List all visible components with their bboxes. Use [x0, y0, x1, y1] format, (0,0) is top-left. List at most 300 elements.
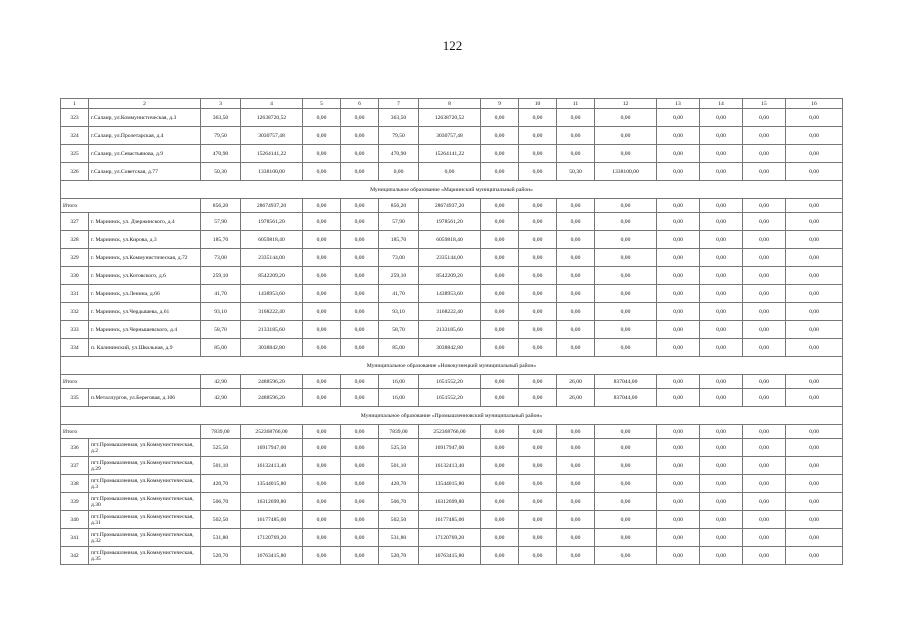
address-cell: г. Мариинск, ул.Чернышевского, д.4: [89, 321, 201, 339]
total-label: Итого: [61, 425, 201, 439]
table-cell: 6059818,40: [241, 231, 303, 249]
table-cell: 8542209,20: [241, 267, 303, 285]
table-cell: 0,00: [519, 127, 557, 145]
table-cell: 0,00: [700, 321, 743, 339]
table-cell: 79,50: [379, 127, 419, 145]
table-row: [61, 231, 843, 249]
header-cell: 12: [595, 99, 657, 109]
row-number: 331: [61, 285, 89, 303]
table-cell: 0,00: [557, 231, 595, 249]
table-cell: 0,00: [657, 457, 700, 475]
table-cell: 0,00: [743, 285, 786, 303]
table-row: [61, 439, 843, 457]
table-cell: 0,00: [786, 339, 843, 357]
table-cell: 252368766,00: [241, 425, 303, 439]
table-cell: 0,00: [700, 511, 743, 529]
table-cell: 85,00: [379, 339, 419, 357]
table-cell: 0,00: [743, 249, 786, 267]
table-cell: 0,00: [303, 231, 341, 249]
table-cell: 501,10: [379, 457, 419, 475]
table-cell: 0,00: [519, 339, 557, 357]
table-cell: 502,50: [379, 511, 419, 529]
table-cell: 470,90: [201, 145, 241, 163]
table-cell: 0,00: [595, 127, 657, 145]
table-cell: 1978561,20: [241, 213, 303, 231]
table-cell: 470,90: [379, 145, 419, 163]
table-cell: 58,70: [201, 321, 241, 339]
table-cell: 0,00: [557, 547, 595, 565]
table-cell: 0,00: [657, 475, 700, 493]
table-cell: 1651552,20: [419, 375, 481, 389]
table-cell: 57,90: [379, 213, 419, 231]
table-cell: 16763415,80: [241, 547, 303, 565]
total-label: Итого: [61, 375, 201, 389]
address-cell: пгт.Промышленная, ул.Коммунистическая, д.30: [89, 493, 201, 511]
table-cell: 0,00: [786, 493, 843, 511]
table-cell: 420,70: [201, 475, 241, 493]
table-row: [61, 493, 843, 511]
table-cell: 0,00: [700, 231, 743, 249]
table-row: [61, 339, 843, 357]
table-cell: 16,00: [379, 389, 419, 407]
row-number: 330: [61, 267, 89, 285]
table-row: [61, 267, 843, 285]
table-cell: 0,00: [481, 145, 519, 163]
table-row: [61, 303, 843, 321]
section-title: Муниципальное образование «Мариинский муниципальный район»: [61, 181, 843, 199]
table-cell: 0,00: [786, 375, 843, 389]
table-cell: 0,00: [700, 439, 743, 457]
table-cell: 0,00: [481, 199, 519, 213]
table-cell: 0,00: [657, 547, 700, 565]
table-cell: 0,00: [657, 267, 700, 285]
table-cell: 0,00: [303, 493, 341, 511]
table-cell: 0,00: [481, 339, 519, 357]
total-row: [61, 425, 843, 439]
row-number: 328: [61, 231, 89, 249]
header-cell: 2: [89, 99, 201, 109]
table-cell: 0,00: [657, 213, 700, 231]
table-cell: 0,00: [341, 493, 379, 511]
table-cell: 0,00: [303, 439, 341, 457]
table-cell: 531,80: [379, 529, 419, 547]
table-cell: 0,00: [557, 249, 595, 267]
table-cell: 0,00: [557, 321, 595, 339]
table-cell: 3030757,48: [419, 127, 481, 145]
table-cell: 0,00: [557, 199, 595, 213]
section-row: [61, 181, 843, 199]
table-cell: 0,00: [341, 163, 379, 181]
table-cell: 856,20: [379, 199, 419, 213]
table-cell: 0,00: [700, 493, 743, 511]
header-cell: 1: [61, 99, 89, 109]
table-cell: 0,00: [303, 475, 341, 493]
table-cell: 0,00: [341, 457, 379, 475]
table-cell: 0,00: [786, 213, 843, 231]
table-cell: 0,00: [700, 267, 743, 285]
table-cell: 837044,00: [595, 375, 657, 389]
table-cell: 0,00: [519, 163, 557, 181]
table-cell: 0,00: [657, 321, 700, 339]
table-cell: 0,00: [481, 163, 519, 181]
table-cell: 0,00: [743, 163, 786, 181]
table-cell: 85,00: [201, 339, 241, 357]
address-cell: пгт.Промышленная, ул.Коммунистическая, д.29: [89, 457, 201, 475]
table-cell: 57,90: [201, 213, 241, 231]
table-row: [61, 109, 843, 127]
table-cell: 0,00: [341, 231, 379, 249]
table-cell: 16,00: [379, 375, 419, 389]
row-number: 342: [61, 547, 89, 565]
table-cell: 0,00: [743, 145, 786, 163]
table-body: [61, 99, 843, 565]
table-cell: 0,00: [595, 249, 657, 267]
table-cell: 0,00: [657, 493, 700, 511]
table-cell: 3168222,40: [241, 303, 303, 321]
table-cell: 0,00: [481, 547, 519, 565]
table-cell: 259,10: [379, 267, 419, 285]
address-cell: п.Металлургов, ул.Береговая, д.106: [89, 389, 201, 407]
table-cell: 0,00: [657, 389, 700, 407]
table-cell: 17120769,20: [241, 529, 303, 547]
table-cell: 0,00: [519, 511, 557, 529]
table-cell: 0,00: [303, 199, 341, 213]
table-cell: 0,00: [595, 303, 657, 321]
address-cell: г.Салаир, ул.Коммунистическая, д.3: [89, 109, 201, 127]
table-cell: 41,70: [379, 285, 419, 303]
table-cell: 0,00: [341, 127, 379, 145]
table-cell: 6059818,40: [419, 231, 481, 249]
table-cell: 2335144,00: [419, 249, 481, 267]
table-cell: 0,00: [595, 199, 657, 213]
table-cell: 259,10: [201, 267, 241, 285]
table-row: [61, 249, 843, 267]
table-cell: 0,00: [595, 321, 657, 339]
table-cell: 0,00: [341, 375, 379, 389]
table-row: [61, 547, 843, 565]
table-cell: 0,00: [700, 199, 743, 213]
table-cell: 0,00: [743, 321, 786, 339]
address-cell: пгт.Промышленная, ул.Коммунистическая, д.2: [89, 439, 201, 457]
table-cell: 0,00: [595, 547, 657, 565]
table-cell: 0,00: [786, 199, 843, 213]
table-cell: 506,70: [379, 493, 419, 511]
table-row: [61, 511, 843, 529]
table-cell: 41,70: [201, 285, 241, 303]
address-cell: г.Салаир, ул.Советская, д.77: [89, 163, 201, 181]
table-cell: 0,00: [557, 493, 595, 511]
row-number: 334: [61, 339, 89, 357]
table-cell: 0,00: [786, 109, 843, 127]
table-cell: 0,00: [519, 109, 557, 127]
table-cell: 525,50: [379, 439, 419, 457]
table-cell: 0,00: [519, 199, 557, 213]
table-cell: 0,00: [657, 145, 700, 163]
table-cell: 0,00: [786, 249, 843, 267]
table-cell: 0,00: [419, 163, 481, 181]
table-cell: 0,00: [519, 529, 557, 547]
table-cell: 0,00: [743, 439, 786, 457]
table-cell: 0,00: [786, 303, 843, 321]
table-cell: 0,00: [595, 439, 657, 457]
table-cell: 0,00: [743, 529, 786, 547]
table-cell: 16177485,00: [419, 511, 481, 529]
table-cell: 0,00: [700, 475, 743, 493]
table-cell: 12638720,52: [241, 109, 303, 127]
table-cell: 0,00: [786, 547, 843, 565]
row-number: 338: [61, 475, 89, 493]
table-cell: 0,00: [700, 389, 743, 407]
table-cell: 0,00: [743, 375, 786, 389]
table-cell: 1651552,20: [419, 389, 481, 407]
row-number: 326: [61, 163, 89, 181]
table-cell: 0,00: [743, 389, 786, 407]
table-cell: 0,00: [341, 425, 379, 439]
table-row: [61, 321, 843, 339]
table-cell: 1438953,60: [241, 285, 303, 303]
table-cell: 0,00: [341, 109, 379, 127]
table-cell: 3168222,40: [419, 303, 481, 321]
table-row: [61, 389, 843, 407]
row-number: 323: [61, 109, 89, 127]
table-cell: 0,00: [557, 439, 595, 457]
table-cell: 0,00: [303, 267, 341, 285]
table-cell: 0,00: [557, 303, 595, 321]
section-title: Муниципальное образование «Промышленновский муниципальный район»: [61, 407, 843, 425]
header-cell: 15: [743, 99, 786, 109]
table-cell: 0,00: [481, 389, 519, 407]
table-cell: 0,00: [519, 547, 557, 565]
table-cell: 0,00: [341, 321, 379, 339]
address-cell: пгт.Промышленная, ул.Коммунистическая, д.32: [89, 529, 201, 547]
table-cell: 2133185,60: [241, 321, 303, 339]
table-cell: 73,00: [201, 249, 241, 267]
table-cell: 0,00: [519, 425, 557, 439]
table-cell: 0,00: [519, 375, 557, 389]
table-row: [61, 127, 843, 145]
table-cell: 185,70: [379, 231, 419, 249]
address-cell: г. Мариинск, ул.Кирова, д.3: [89, 231, 201, 249]
table-cell: 0,00: [481, 231, 519, 249]
table-cell: 0,00: [786, 163, 843, 181]
table-cell: 0,00: [700, 285, 743, 303]
table-cell: 0,00: [341, 267, 379, 285]
table-cell: 1978561,20: [419, 213, 481, 231]
table-cell: 525,50: [201, 439, 241, 457]
header-cell: 10: [519, 99, 557, 109]
table-cell: 0,00: [557, 127, 595, 145]
table-cell: 0,00: [786, 389, 843, 407]
table-cell: 0,00: [481, 267, 519, 285]
table-cell: 42,90: [201, 389, 241, 407]
table-cell: 0,00: [519, 231, 557, 249]
table-cell: 26,00: [557, 389, 595, 407]
table-cell: 8542209,20: [419, 267, 481, 285]
table-cell: 0,00: [341, 389, 379, 407]
address-cell: г. Мариинск, ул. Дзержинского, д.4: [89, 213, 201, 231]
table-cell: 0,00: [786, 267, 843, 285]
total-label: Итого: [61, 199, 201, 213]
page-number: 122: [442, 38, 463, 53]
table-cell: 502,50: [201, 511, 241, 529]
row-number: 341: [61, 529, 89, 547]
address-cell: г. Мариинск, ул.Чердышева, д.61: [89, 303, 201, 321]
table-cell: 0,00: [657, 425, 700, 439]
table-cell: 0,00: [700, 109, 743, 127]
table-cell: 0,00: [519, 475, 557, 493]
table-cell: 0,00: [700, 213, 743, 231]
table-cell: 0,00: [595, 529, 657, 547]
table-cell: 363,50: [201, 109, 241, 127]
table-row: [61, 145, 843, 163]
table-cell: 2488596,20: [241, 375, 303, 389]
table-cell: 0,00: [303, 389, 341, 407]
header-cell: 8: [419, 99, 481, 109]
table-cell: 28674937,20: [419, 199, 481, 213]
table-cell: 0,00: [700, 249, 743, 267]
table-cell: 252368766,00: [419, 425, 481, 439]
address-cell: г. Мариинск, ул.Коммунистическая, д.72: [89, 249, 201, 267]
header-row: [61, 99, 843, 109]
table-cell: 0,00: [743, 339, 786, 357]
table-cell: 0,00: [743, 199, 786, 213]
table-cell: 0,00: [743, 127, 786, 145]
table-cell: 16177485,00: [241, 511, 303, 529]
table-cell: 0,00: [786, 475, 843, 493]
table-row: [61, 285, 843, 303]
table-cell: 0,00: [743, 303, 786, 321]
table-cell: 0,00: [519, 303, 557, 321]
table-cell: 0,00: [595, 267, 657, 285]
table-cell: 0,00: [481, 321, 519, 339]
data-table: [60, 98, 843, 565]
table-cell: 1338100,00: [595, 163, 657, 181]
table-cell: 0,00: [657, 529, 700, 547]
row-number: 324: [61, 127, 89, 145]
table-cell: 15264141,22: [419, 145, 481, 163]
table-cell: 1438953,60: [419, 285, 481, 303]
table-cell: 0,00: [341, 145, 379, 163]
table-cell: 0,00: [519, 285, 557, 303]
table-cell: 0,00: [595, 145, 657, 163]
table-cell: 0,00: [481, 109, 519, 127]
table-cell: 7839,00: [201, 425, 241, 439]
table-cell: 16132413,40: [241, 457, 303, 475]
table-cell: 2133185,60: [419, 321, 481, 339]
table-cell: 0,00: [303, 213, 341, 231]
table-row: [61, 213, 843, 231]
table-cell: 0,00: [481, 511, 519, 529]
table-cell: 0,00: [557, 457, 595, 475]
row-number: 337: [61, 457, 89, 475]
table-cell: 73,00: [379, 249, 419, 267]
table-cell: 0,00: [700, 127, 743, 145]
table-cell: 0,00: [743, 493, 786, 511]
address-cell: г.Салаир, ул.Севастьянова, д.9: [89, 145, 201, 163]
table-cell: 0,00: [557, 145, 595, 163]
table-cell: 0,00: [341, 339, 379, 357]
table-cell: 0,00: [341, 439, 379, 457]
table-cell: 531,80: [201, 529, 241, 547]
table-cell: 0,00: [786, 285, 843, 303]
header-cell: 7: [379, 99, 419, 109]
table-cell: 16312699,80: [241, 493, 303, 511]
row-number: 340: [61, 511, 89, 529]
table-cell: 0,00: [557, 425, 595, 439]
table-cell: 501,10: [201, 457, 241, 475]
table-cell: 0,00: [595, 425, 657, 439]
table-cell: 12638720,52: [419, 109, 481, 127]
table-cell: 0,00: [341, 285, 379, 303]
table-cell: 0,00: [743, 213, 786, 231]
table-cell: 0,00: [657, 109, 700, 127]
header-cell: 14: [700, 99, 743, 109]
table-cell: 0,00: [481, 493, 519, 511]
table-cell: 28674937,20: [241, 199, 303, 213]
table-cell: 0,00: [303, 285, 341, 303]
table-cell: 0,00: [341, 529, 379, 547]
table-cell: 0,00: [481, 475, 519, 493]
address-cell: г. Мариинск, ул.Котовского, д.6: [89, 267, 201, 285]
table-row: [61, 457, 843, 475]
table-cell: 0,00: [595, 109, 657, 127]
address-cell: пгт.Промышленная, ул.Коммунистическая, д.31: [89, 511, 201, 529]
table-cell: 0,00: [595, 339, 657, 357]
table-cell: 0,00: [700, 145, 743, 163]
table-cell: 0,00: [595, 493, 657, 511]
table-cell: 17120769,20: [419, 529, 481, 547]
table-cell: 0,00: [341, 303, 379, 321]
table-cell: 0,00: [557, 213, 595, 231]
table-cell: 0,00: [303, 303, 341, 321]
table-cell: 0,00: [303, 249, 341, 267]
table-cell: 0,00: [700, 529, 743, 547]
table-cell: 0,00: [657, 303, 700, 321]
table-cell: 15264141,22: [241, 145, 303, 163]
table-cell: 185,70: [201, 231, 241, 249]
table-cell: 856,20: [201, 199, 241, 213]
table-cell: 0,00: [303, 109, 341, 127]
table-cell: 0,00: [786, 145, 843, 163]
table-cell: 0,00: [303, 375, 341, 389]
table-cell: 0,00: [303, 145, 341, 163]
table-cell: 0,00: [481, 439, 519, 457]
header-cell: 9: [481, 99, 519, 109]
table-cell: 58,70: [379, 321, 419, 339]
table-cell: 0,00: [481, 303, 519, 321]
table-cell: 0,00: [481, 375, 519, 389]
table-cell: 0,00: [595, 457, 657, 475]
section-row: [61, 407, 843, 425]
table-cell: 50,30: [557, 163, 595, 181]
table-cell: 0,00: [786, 425, 843, 439]
row-number: 327: [61, 213, 89, 231]
table-cell: 0,00: [519, 267, 557, 285]
table-cell: 0,00: [481, 529, 519, 547]
table-cell: 506,70: [201, 493, 241, 511]
table-cell: 363,50: [379, 109, 419, 127]
table-cell: 0,00: [519, 145, 557, 163]
table-cell: 26,00: [557, 375, 595, 389]
table-cell: 0,00: [519, 493, 557, 511]
table-cell: 13544015,80: [241, 475, 303, 493]
table-cell: 0,00: [595, 285, 657, 303]
table-cell: 0,00: [379, 163, 419, 181]
table-cell: 2335144,00: [241, 249, 303, 267]
row-number: 332: [61, 303, 89, 321]
row-number: 325: [61, 145, 89, 163]
table-cell: 0,00: [786, 457, 843, 475]
